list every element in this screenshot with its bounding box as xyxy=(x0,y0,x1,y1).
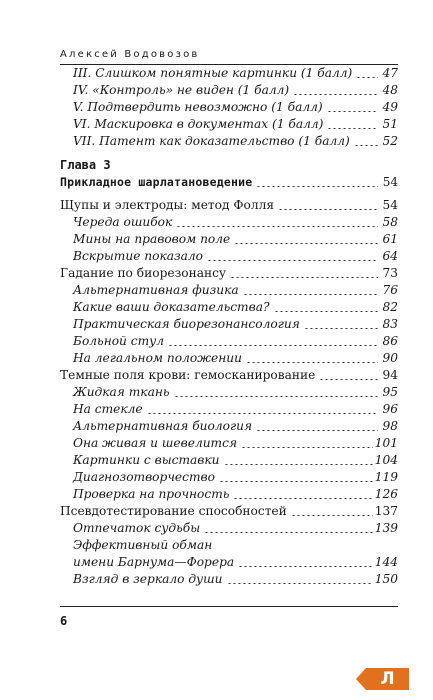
toc-entry[interactable] xyxy=(60,132,398,149)
chapter-title: Прикладное шарлатановедение xyxy=(60,175,253,189)
leader-dots xyxy=(204,532,373,533)
toc-entry-title: Череда ошибок xyxy=(73,215,173,229)
toc-entry-title: Практическая биорезонансология xyxy=(73,317,300,331)
toc-section-title: Гадание по биорезонансу xyxy=(60,266,227,280)
toc-entry-page: 126 xyxy=(374,487,398,501)
toc-entry-page: 150 xyxy=(374,572,398,586)
toc-entry[interactable] xyxy=(60,519,398,536)
toc-entry-title: VII. Патент как доказательство (1 балл) xyxy=(73,134,350,148)
leader-dots xyxy=(274,311,379,312)
toc-entry-title: IV. «Контроль» не виден (1 балл) xyxy=(73,83,290,97)
toc-entry-page: 86 xyxy=(382,334,398,348)
leader-dots xyxy=(227,583,373,584)
leader-dots xyxy=(234,243,378,244)
toc-entry[interactable] xyxy=(60,213,398,230)
toc-entry-title: Больной стул xyxy=(73,334,164,348)
toc-entry[interactable] xyxy=(60,349,398,366)
toc-entry-title: имени Барнума—Форера xyxy=(73,555,235,569)
toc-entry-title: Эффективный обман xyxy=(73,538,213,552)
toc-entry[interactable] xyxy=(60,553,398,570)
toc-entry-title: Вскрытие показало xyxy=(73,249,204,263)
toc-entry-title: V. Подтвердить невозможно (1 балл) xyxy=(73,100,323,114)
toc-entry[interactable] xyxy=(60,298,398,315)
toc-entry-page: 98 xyxy=(382,419,398,433)
toc-entry[interactable] xyxy=(60,400,398,417)
footer-rule xyxy=(60,606,398,607)
toc-entry-title: На стекле xyxy=(73,402,143,416)
toc-entry-page: 95 xyxy=(382,385,398,399)
toc-entry-page: 82 xyxy=(382,300,398,314)
toc-entry-page: 52 xyxy=(382,134,398,148)
toc-section-title: Псевдотестирование способностей xyxy=(60,504,287,518)
toc-entry-title: III. Слишком понятные картинки (1 балл) xyxy=(73,66,353,80)
toc-entry-title: На легальном положении xyxy=(73,351,242,365)
toc-entry-title: Картинки с выставки xyxy=(73,453,220,467)
toc-entry-line1[interactable] xyxy=(60,536,398,553)
toc-entry[interactable] xyxy=(60,81,398,98)
toc-entry-page: 119 xyxy=(374,470,398,484)
leader-dots xyxy=(354,145,378,146)
toc-entry-page: 47 xyxy=(382,66,398,80)
toc-entry-title: Она живая и шевелится xyxy=(73,436,238,450)
toc-section-title: Щупы и электроды: метод Фолля xyxy=(60,198,275,212)
leader-dots xyxy=(256,186,378,187)
toc-entry[interactable] xyxy=(60,315,398,332)
publisher-logo xyxy=(366,668,409,690)
toc-section[interactable] xyxy=(60,502,398,519)
toc-entry-page: 76 xyxy=(382,283,398,297)
toc-section[interactable] xyxy=(60,196,398,213)
leader-dots xyxy=(327,128,378,129)
toc-entry-page: 51 xyxy=(382,117,398,131)
chapter-title-entry[interactable] xyxy=(60,173,398,190)
toc-entry[interactable] xyxy=(60,332,398,349)
toc-entry-title: Жидкая ткань xyxy=(73,385,170,399)
toc-entry-page: 49 xyxy=(382,100,398,114)
leader-dots xyxy=(293,94,378,95)
chapter-page: 54 xyxy=(382,175,398,189)
leader-dots xyxy=(243,294,378,295)
toc-entry-title: Диагнозотворчество xyxy=(73,470,215,484)
toc-entry[interactable] xyxy=(60,230,398,247)
toc-entry[interactable] xyxy=(60,434,398,451)
toc-section-page: 73 xyxy=(382,266,398,280)
toc-entry-title: Взгляд в зеркало души xyxy=(73,572,223,586)
toc-section-page: 94 xyxy=(382,368,398,382)
leader-dots xyxy=(291,515,373,516)
leader-dots xyxy=(147,413,378,414)
toc-entry-page: 61 xyxy=(382,232,398,246)
toc-entry-page: 90 xyxy=(382,351,398,365)
toc-entry[interactable] xyxy=(60,570,398,587)
toc-entry-page: 96 xyxy=(382,402,398,416)
toc-entry[interactable] xyxy=(60,485,398,502)
toc-entry-page: 144 xyxy=(374,555,398,569)
toc-section[interactable] xyxy=(60,366,398,383)
leader-dots xyxy=(356,77,378,78)
toc-entry-page: 58 xyxy=(382,215,398,229)
leader-dots xyxy=(278,209,378,210)
toc-entry-page: 48 xyxy=(382,83,398,97)
toc-section-page: 54 xyxy=(382,198,398,212)
leader-dots xyxy=(230,277,378,278)
leader-dots xyxy=(224,464,373,465)
leader-dots xyxy=(241,447,373,448)
toc-section[interactable] xyxy=(60,264,398,281)
toc-entry[interactable] xyxy=(60,98,398,115)
chapter-label: Глава 3 xyxy=(60,158,111,172)
toc-entry-page: 101 xyxy=(374,436,398,450)
toc-entry-title: Какие ваши доказательства? xyxy=(73,300,270,314)
leader-dots xyxy=(176,226,378,227)
toc-entry-page: 64 xyxy=(382,249,398,263)
leader-dots xyxy=(219,481,373,482)
leader-dots xyxy=(174,396,378,397)
leader-dots xyxy=(319,379,378,380)
leader-dots xyxy=(233,498,372,499)
toc-entry-title: Альтернативная биология xyxy=(73,419,253,433)
logo-letter: Л xyxy=(380,669,395,689)
toc-entry[interactable] xyxy=(60,247,398,264)
toc-entry[interactable] xyxy=(60,383,398,400)
toc-entry-page: 139 xyxy=(374,521,398,535)
toc-entry-title: VI. Маскировка в документах (1 балл) xyxy=(73,117,324,131)
leader-dots xyxy=(168,345,378,346)
toc-entry-title: Отпечаток судьбы xyxy=(73,521,201,535)
toc-entry-title: Мины на правовом поле xyxy=(73,232,231,246)
toc-section-page: 137 xyxy=(374,504,398,518)
toc-section-title: Темные поля крови: гемосканирование xyxy=(60,368,316,382)
author-name: Алексей Водовозов xyxy=(60,49,200,60)
toc-entry[interactable] xyxy=(60,468,398,485)
toc-entry[interactable] xyxy=(60,64,398,81)
toc-entry[interactable] xyxy=(60,281,398,298)
table-of-contents xyxy=(60,64,398,587)
leader-dots xyxy=(304,328,378,329)
toc-entry[interactable] xyxy=(60,115,398,132)
toc-entry[interactable] xyxy=(60,451,398,468)
toc-entry-page: 104 xyxy=(374,453,398,467)
running-header xyxy=(60,42,398,65)
leader-dots xyxy=(256,430,378,431)
toc-entry[interactable] xyxy=(60,417,398,434)
leader-dots xyxy=(246,362,378,363)
page-number: 6 xyxy=(60,614,68,628)
toc-entry-page: 83 xyxy=(382,317,398,331)
leader-dots xyxy=(327,111,378,112)
leader-dots xyxy=(238,566,373,567)
leader-dots xyxy=(207,260,378,261)
toc-entry-title: Альтернативная физика xyxy=(73,283,239,297)
toc-entry-title: Проверка на прочность xyxy=(73,487,230,501)
